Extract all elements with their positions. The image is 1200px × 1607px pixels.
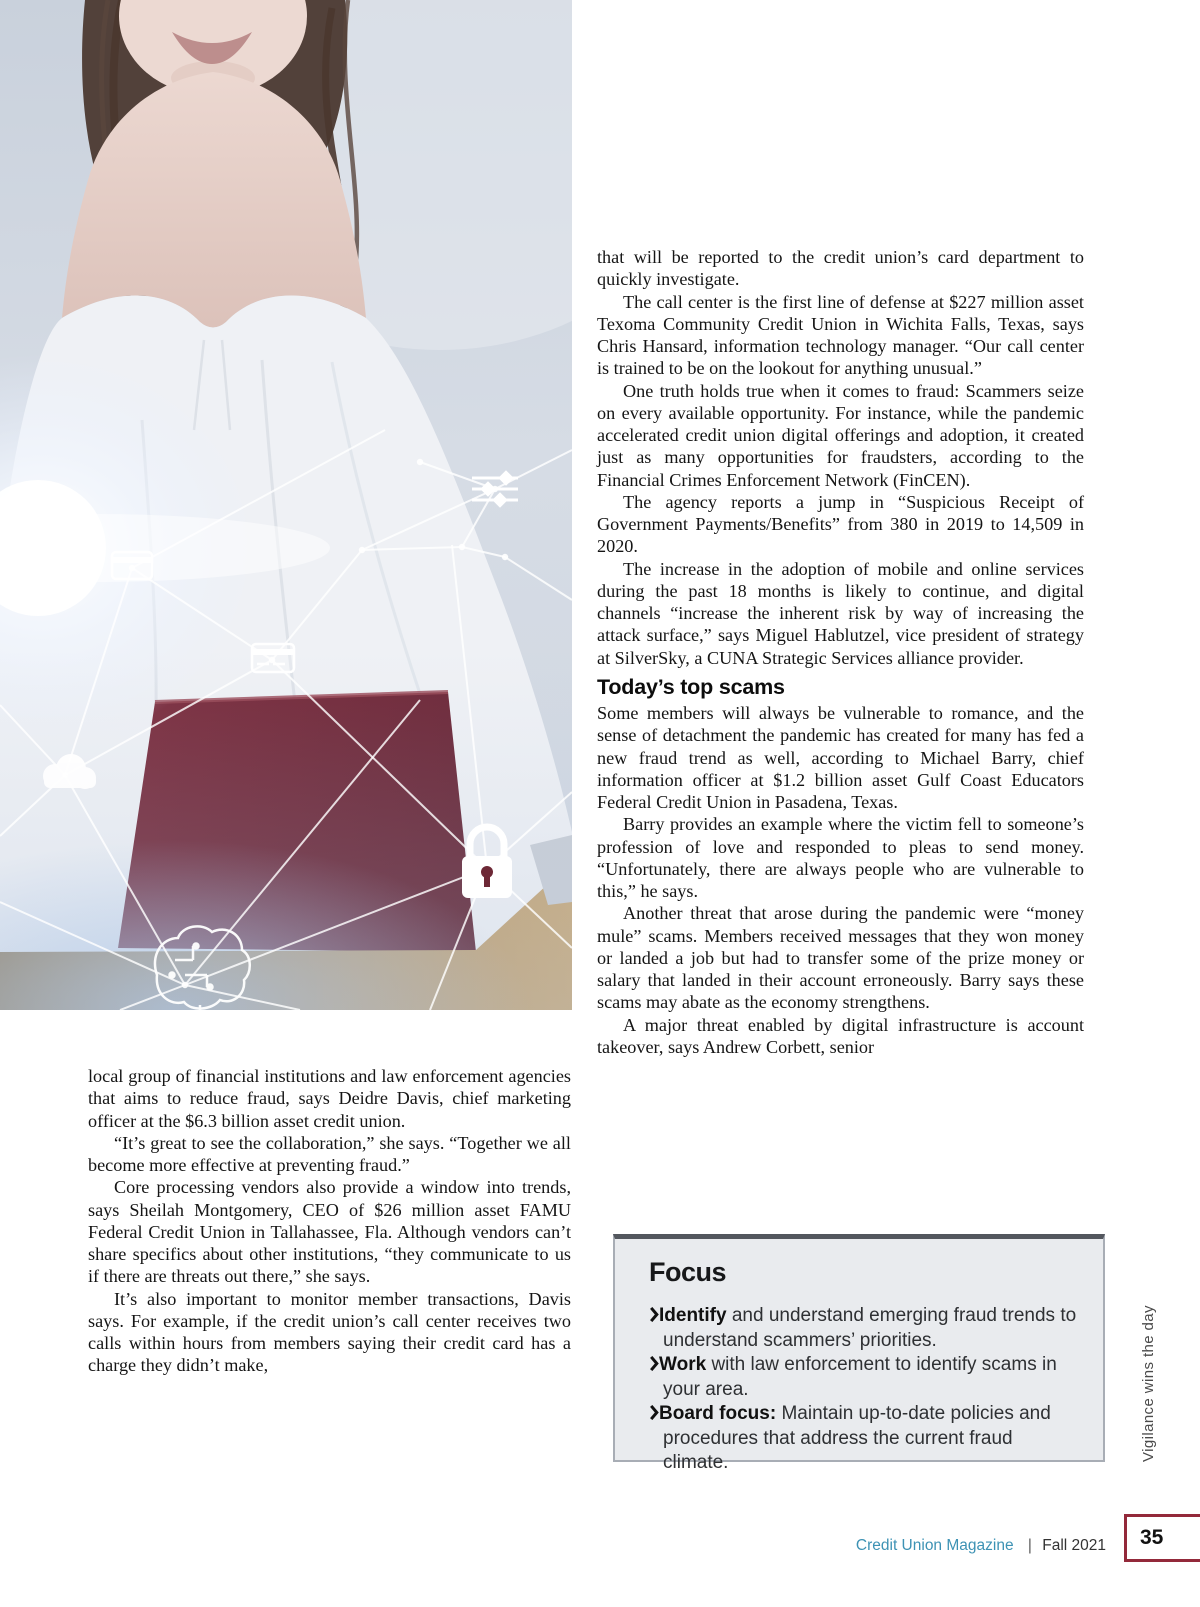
focus-title: Focus xyxy=(649,1257,727,1287)
focus-items xyxy=(649,1304,1077,1476)
article-paragraph: Barry provides an example where the victim fell to someone’s profession of love and responded to pleas to send money. “Unfortunately, there are always people who are vulnerable to this,” he says. xyxy=(597,814,1084,901)
focus-item xyxy=(649,1402,1077,1476)
sliders-icon xyxy=(472,472,518,505)
article-paragraph: It’s also important to monitor member transactions, Davis says. For example, if the credit union’s call center receives two calls within hours from members saying their credit card has a charge they didn’t make, xyxy=(88,1288,571,1376)
focus-item-text: and understand emerging fraud trends to understand scammers’ priorities. xyxy=(663,1305,1077,1351)
focus-item xyxy=(649,1353,1077,1402)
focus-sidebar xyxy=(613,1234,1105,1473)
article-paragraph: A major threat enabled by digital infrastructure is account takeover, says Andrew Corbett, senior xyxy=(597,1014,1084,1057)
focus-item-lead: Work xyxy=(659,1354,707,1375)
article-paragraph: The call center is the first line of defense at $227 million asset Texoma Community Credit Union in Wichita Falls, Texas, says Chris Hansard, information technology manager. “Our call center is trained to be on the lookout for anything unusual.” xyxy=(597,291,1084,379)
article-paragraph: local group of financial institutions and law enforcement agencies that aims to reduce fraud, says Deidre Davis, chief marketing officer at the $6.3 billion asset credit union. xyxy=(88,1066,571,1131)
footer-separator: | xyxy=(1027,1537,1032,1554)
vertical-strap: Vigilance wins the day xyxy=(1140,1305,1157,1462)
article-paragraph: Another threat that arose during the pandemic were “money mule” scams. Members received messages that they won money or landed a job but had to transfer some of the prize money or salary that landed in their account erroneously. Barry says these scams may abate as the economy strengthens. xyxy=(597,903,1084,1013)
focus-item-text: with law enforcement to identify scams in your area. xyxy=(663,1354,1057,1400)
article-paragraph: One truth holds true when it comes to fraud: Scammers seize on every available opportunity. For instance, while the pandemic accelerated credit union digital offerings and adoption, it created just as many opportunities for fraudsters, according to the Financial Crimes Enforcement Network (FinCEN). xyxy=(597,380,1084,490)
focus-item-lead: Board focus: xyxy=(659,1403,777,1424)
article-column-right xyxy=(597,246,1084,1058)
article-paragraph: The agency reports a jump in “Suspicious Receipt of Government Payments/Benefits” from 380 in 2019 to 14,509 in 2020. xyxy=(597,491,1084,557)
chevron-right-icon xyxy=(649,1354,659,1375)
article-paragraph: Core processing vendors also provide a window into trends, says Sheilah Montgomery, CEO of $26 million asset FAMU Federal Credit Union in Tallahassee, Fla. Although vendors can’t share specifics about other institutions, “they communicate to us if there are threats out there,” she says. xyxy=(88,1177,571,1287)
chevron-right-icon xyxy=(649,1403,659,1424)
magazine-name: Credit Union Magazine xyxy=(855,1537,1014,1554)
page-number xyxy=(1124,1514,1200,1562)
focus-item-lead: Identify xyxy=(659,1305,727,1326)
focus-item-text: Maintain up-to-date policies and procedures that address the current fraud climate. xyxy=(663,1403,1051,1473)
article-column-left xyxy=(88,1065,571,1377)
credit-card-icon xyxy=(252,644,294,672)
focus-item xyxy=(649,1304,1077,1353)
article-paragraph: Some members will always be vulnerable to romance, and the sense of detachment the pandemic has created for many has fed a new fraud trend as well, according to Michael Barry, chief information officer at $1.2 billion asset Gulf Coast Educators Federal Credit Union in Pasadena, Texas. xyxy=(597,703,1084,812)
page-number-value: 35 xyxy=(1140,1526,1164,1549)
article-paragraph: The increase in the adoption of mobile and online services during the past 18 months is likely to continue, and digital channels “increase the inherent risk by way of increasing the attack surface,” says Miguel Hablutzel, vice president of strategy at SilverSky, a CUNA Strategic Services alliance provider. xyxy=(597,558,1084,668)
article-paragraph: “It’s great to see the collaboration,” she says. “Together we all become more effective at preventing fraud.” xyxy=(88,1132,571,1175)
section-heading: Today’s top scams xyxy=(597,674,785,699)
chevron-right-icon xyxy=(649,1305,659,1326)
credit-card-icon xyxy=(112,552,152,579)
article-paragraph: that will be reported to the credit union’s card department to quickly investigate. xyxy=(597,247,1084,290)
footer xyxy=(856,1537,1106,1555)
issue-label: Fall 2021 xyxy=(1042,1537,1106,1554)
hero-photo xyxy=(0,0,572,1010)
